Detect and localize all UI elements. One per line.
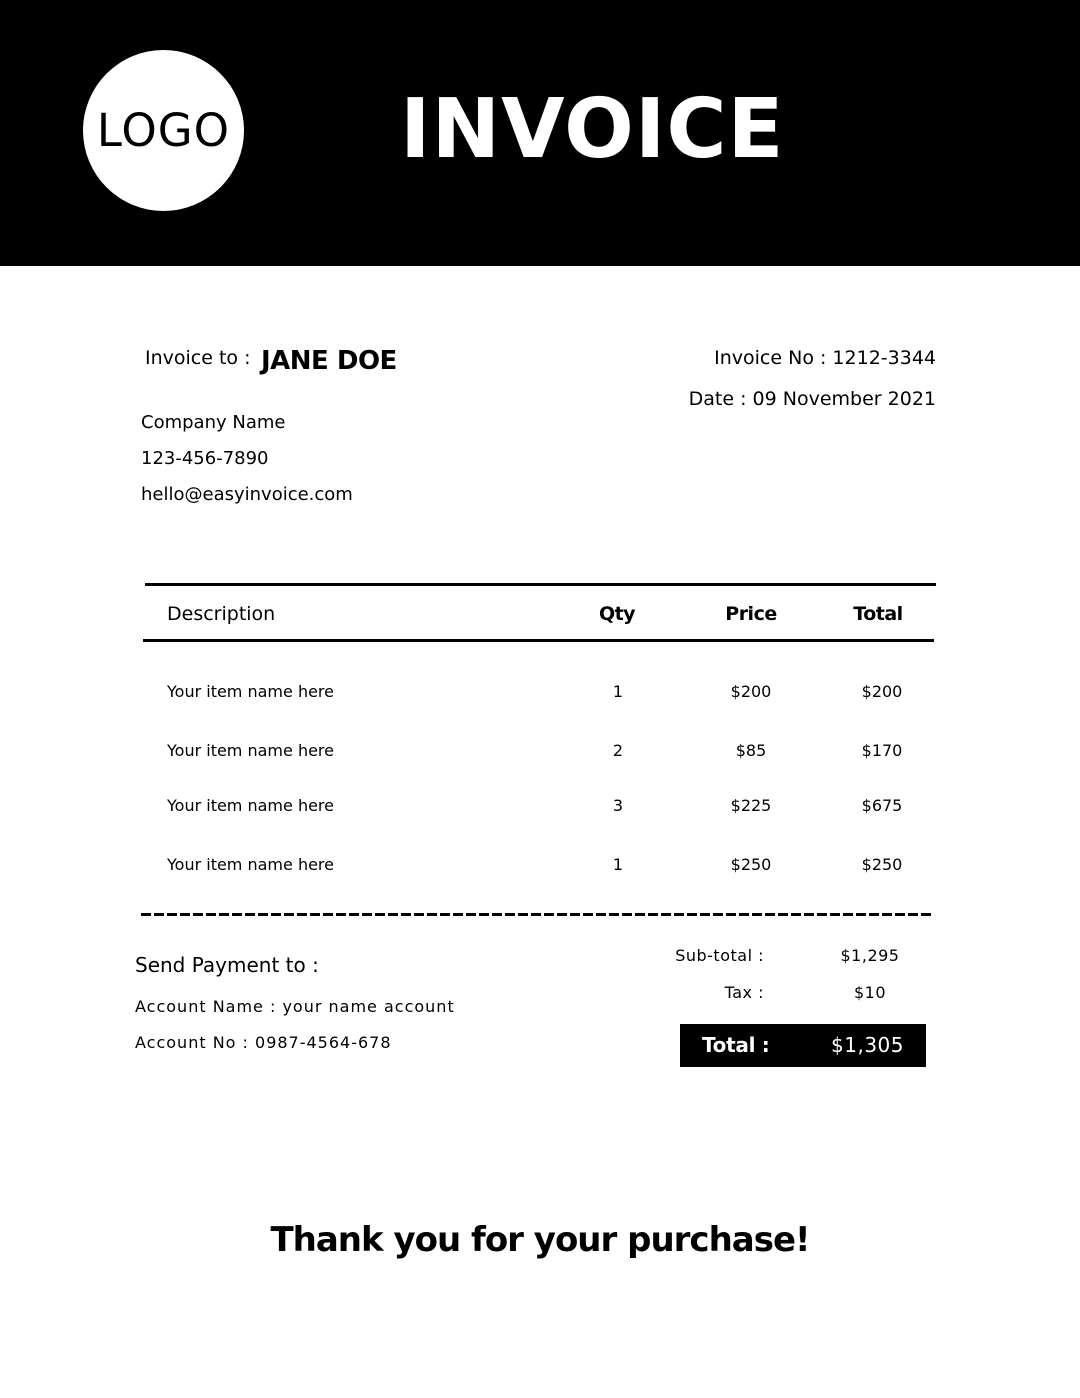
total-value: $1,305 — [831, 1033, 904, 1057]
tax-value: $10 — [853, 983, 887, 1002]
subtotal-value: $1,295 — [840, 946, 900, 965]
subtotal-label: Sub-total : — [675, 946, 764, 965]
company-name: Company Name — [141, 412, 286, 433]
item-price: $225 — [730, 796, 772, 815]
item-price: $85 — [735, 741, 767, 760]
item-price: $250 — [730, 855, 772, 874]
column-header-qty: Qty — [598, 603, 636, 625]
table-row — [0, 741, 1080, 765]
invoice-number: Invoice No : 1212-3344 — [714, 347, 936, 369]
item-description: Your item name here — [167, 855, 334, 874]
invoice-date: Date : 09 November 2021 — [688, 388, 936, 410]
client-name: JANE DOE — [261, 346, 397, 376]
invoice-header — [0, 0, 1080, 266]
item-qty: 3 — [612, 796, 624, 815]
column-header-description: Description — [167, 603, 276, 625]
account-number: Account No : 0987-4564-678 — [135, 1033, 392, 1052]
item-qty: 1 — [612, 855, 624, 874]
item-price: $200 — [730, 682, 772, 701]
item-description: Your item name here — [167, 796, 334, 815]
table-top-rule — [145, 583, 936, 586]
item-total: $675 — [861, 796, 903, 815]
item-description: Your item name here — [167, 741, 334, 760]
table-header-rule — [143, 639, 934, 642]
company-phone: 123-456-7890 — [141, 448, 269, 469]
page-title: INVOICE — [400, 82, 785, 177]
company-email: hello@easyinvoice.com — [141, 484, 353, 505]
item-total: $250 — [861, 855, 903, 874]
thank-you-message: Thank you for your purchase! — [270, 1220, 810, 1260]
dashed-divider — [141, 913, 933, 916]
grand-total-box — [680, 1024, 926, 1067]
account-name: Account Name : your name account — [135, 997, 455, 1016]
item-total: $200 — [861, 682, 903, 701]
table-row — [0, 796, 1080, 820]
tax-label: Tax : — [724, 983, 764, 1002]
item-qty: 1 — [612, 682, 624, 701]
column-header-price: Price — [725, 603, 777, 625]
item-total: $170 — [861, 741, 903, 760]
payment-title: Send Payment to : — [135, 953, 319, 977]
total-label: Total : — [702, 1033, 770, 1057]
item-description: Your item name here — [167, 682, 334, 701]
table-row — [0, 682, 1080, 706]
table-row — [0, 855, 1080, 879]
logo: LOGO — [83, 50, 244, 211]
invoice-to-label: Invoice to : — [145, 347, 251, 369]
item-qty: 2 — [612, 741, 624, 760]
column-header-total: Total — [853, 603, 903, 625]
